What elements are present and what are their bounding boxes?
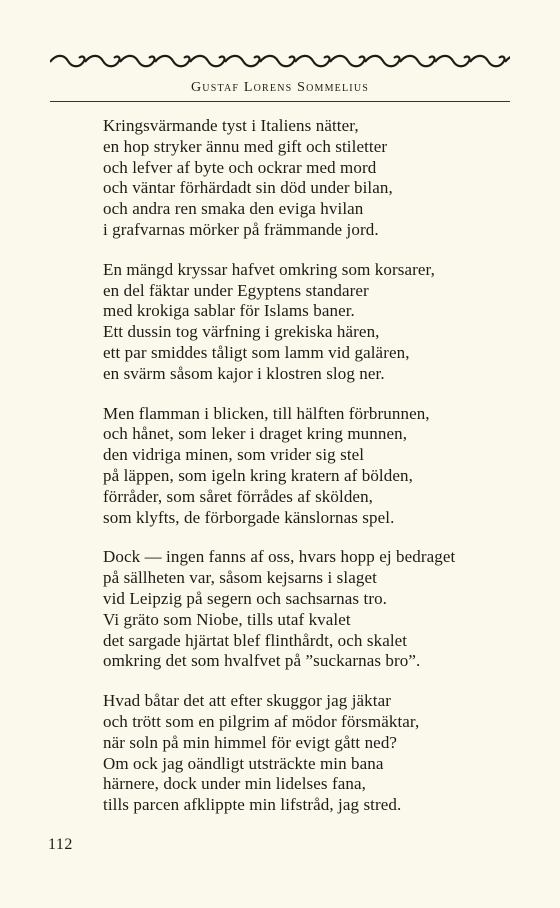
stanza	[103, 260, 503, 385]
poem-line: när soln på min himmel för evigt gått ned?	[103, 732, 398, 752]
ornament-scroll	[365, 56, 400, 66]
header-rule	[50, 101, 510, 102]
ornament-scroll	[85, 56, 120, 66]
poem-line: som klyfts, de förborgade känslornas spel.	[103, 507, 395, 527]
poem-line: på läppen, som igeln kring kratern af bölden,	[103, 465, 413, 485]
ornament-scroll	[295, 56, 330, 66]
header-ornament	[50, 52, 510, 72]
stanza	[103, 547, 503, 672]
poem-line: Vi gräto som Niobe, tills utaf kvalet	[103, 609, 351, 629]
ornament-scroll	[50, 56, 85, 66]
ornament-scroll	[225, 56, 260, 66]
ornament-scroll	[330, 56, 365, 66]
ornament-scroll	[470, 56, 505, 66]
poem-line: och andra ren smaka den eviga hvilan	[103, 199, 364, 219]
poem-line: Om ock jag oändligt utsträckte min bana	[103, 753, 384, 773]
page-number: 112	[48, 836, 73, 853]
ornament-scroll	[120, 56, 155, 66]
poem-line: tills parcen afklippte min lifstråd, jag stred.	[103, 795, 402, 815]
poem-line: En mängd kryssar hafvet omkring som korsarer,	[103, 259, 435, 279]
poem-line: och väntar förhärdadt sin död under bilan,	[103, 178, 393, 198]
poem-line: Kringsvärmande tyst i Italiens nätter,	[103, 116, 359, 135]
poem-line: vid Leipzig på segern och sachsarnas tro.	[103, 588, 388, 608]
poem-line: och hånet, som leker i draget kring munnen,	[103, 424, 408, 444]
ornament-scroll	[400, 56, 435, 66]
poem-line: ett par smiddes tåligt som lamm vid galären,	[103, 342, 410, 362]
poem-line: och lefver af byte och ockrar med mord	[103, 157, 377, 177]
ornament-scroll	[190, 56, 225, 66]
poem-line: den vidriga minen, som vrider sig stel	[103, 445, 365, 465]
poem-line: omkring det som hvalfvet på ”suckarnas bro”.	[103, 651, 421, 671]
ornament-scroll	[155, 56, 190, 66]
poem-line: Dock — ingen fanns af oss, hvars hopp ej bedraget	[103, 547, 456, 567]
poem-line: förråder, som såret förrådes af skölden,	[103, 486, 374, 506]
ornament-scroll	[260, 56, 295, 66]
ornament-scroll	[505, 56, 510, 66]
poem-line: och trött som en pilgrim af mödor försmäktar,	[103, 711, 420, 731]
poem-line: Ett dussin tog värfning i grekiska hären,	[103, 322, 380, 342]
stanza	[103, 691, 503, 816]
stanza	[103, 116, 503, 241]
poem-body	[103, 116, 503, 835]
running-head: Gustaf Lorens Sommelius	[190, 80, 370, 95]
poem-line: en del fäktar under Egyptens standarer	[103, 280, 369, 300]
poem-line: härnere, dock under min lidelses fana,	[103, 774, 366, 794]
poem-line: på sällheten var, såsom kejsarns i slaget	[103, 568, 377, 588]
poem-line: en svärm såsom kajor i klostren slog ner.	[103, 363, 385, 383]
poem-line: Men flamman i blicken, till hälften förbrunnen,	[103, 403, 430, 423]
stanza	[103, 404, 503, 529]
ornament-scroll	[435, 56, 470, 66]
poem-line: med krokiga sablar för Islams baner.	[103, 301, 355, 321]
poem-line: det sargade hjärtat blef flinthårdt, och skalet	[103, 630, 408, 650]
poem-line: i grafvarnas mörker på främmande jord.	[103, 219, 379, 239]
poem-line: en hop stryker ännu med gift och stiletter	[103, 136, 388, 156]
poem-line: Hvad båtar det att efter skuggor jag jäktar	[103, 691, 391, 711]
